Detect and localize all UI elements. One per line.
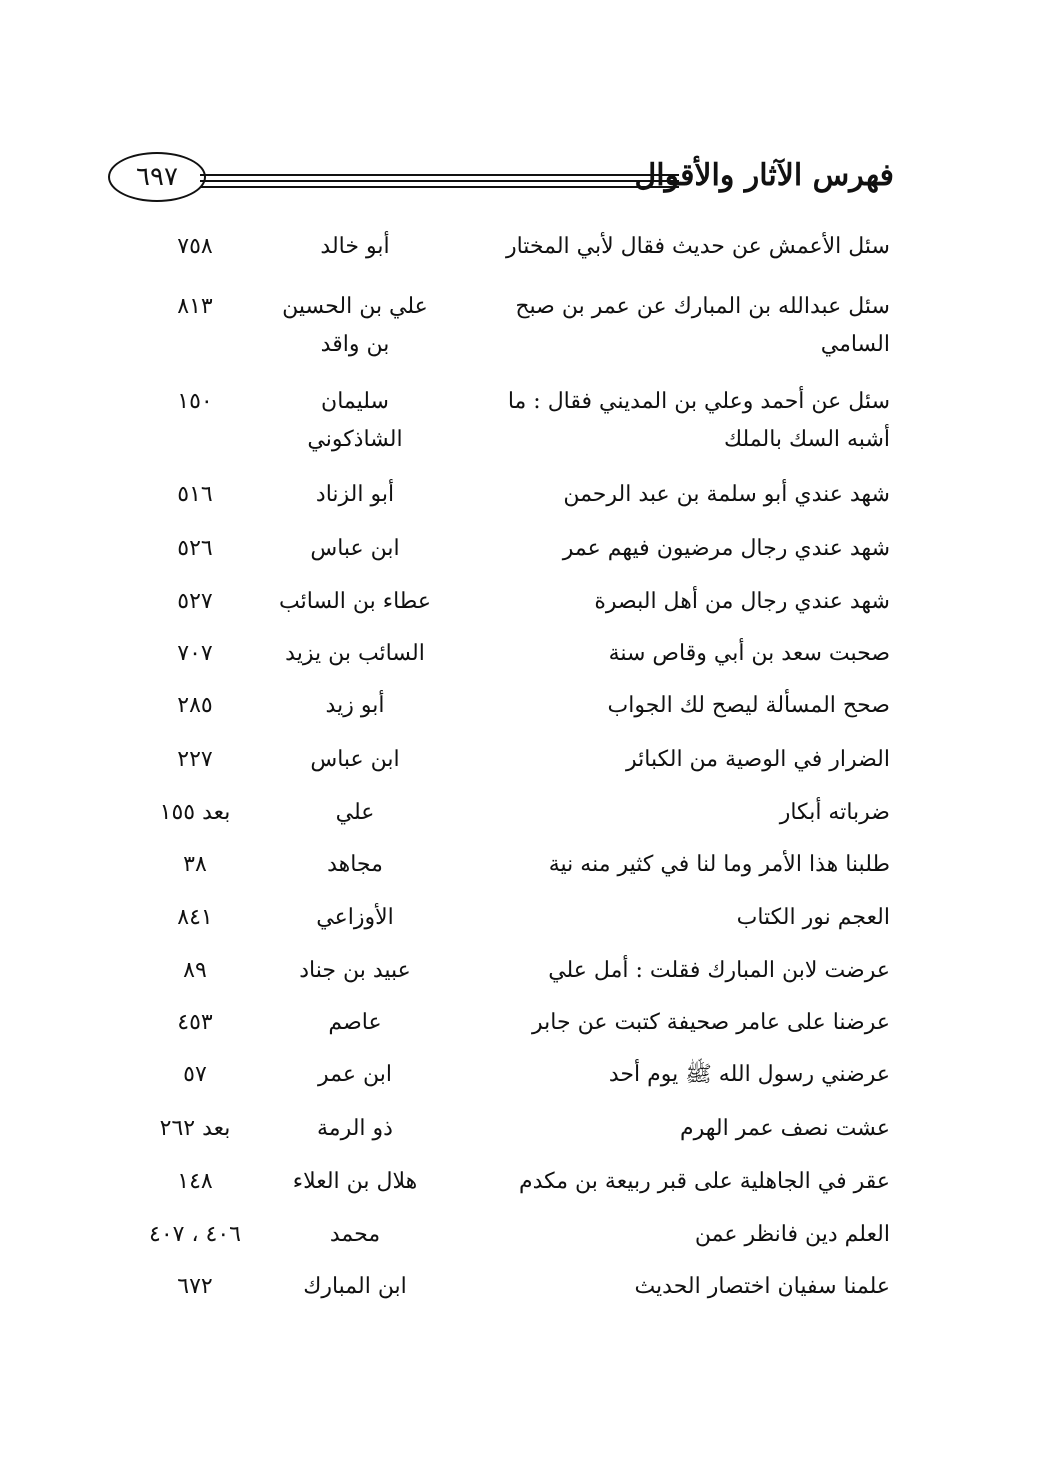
narrator-name: أبو خالد: [320, 234, 390, 259]
narrator-name: ذو الرمة: [317, 1116, 393, 1141]
page-reference: بعد ١٥٥: [159, 800, 231, 825]
narrator-name: ابن المبارك: [303, 1274, 407, 1299]
page-reference: ٧٠٧: [177, 641, 213, 666]
saying-text: العلم دين فانظر عمن: [694, 1222, 890, 1247]
narrator-name: عاصم: [328, 1010, 382, 1035]
narrator-name: علي: [335, 800, 375, 825]
narrator-name: الأوزاعي: [316, 905, 394, 930]
index-row: [0, 228, 1040, 268]
header-rule: [200, 174, 679, 176]
index-row: [0, 583, 1040, 623]
index-row: [0, 635, 1040, 675]
saying-text: الضرار في الوصية من الكبائر: [626, 747, 890, 772]
saying-text: شهد عندي رجال من أهل البصرة: [594, 589, 890, 614]
index-row: [0, 476, 1040, 516]
index-row: [0, 741, 1040, 781]
narrator-name: محمد: [329, 1222, 381, 1247]
index-row: [0, 383, 1040, 463]
index-row: [0, 846, 1040, 886]
saying-text: شهد عندي أبو سلمة بن عبد الرحمن: [563, 482, 890, 507]
page-reference: ٥١٦: [177, 482, 213, 507]
index-row: [0, 1110, 1040, 1150]
index-row: [0, 1056, 1040, 1096]
header-rule: [200, 186, 679, 188]
index-row: [0, 288, 1040, 368]
page-reference: بعد ٢٦٢: [159, 1116, 231, 1141]
page-reference: ٨٤١: [177, 905, 213, 930]
page-reference: ٢٨٥: [177, 693, 213, 718]
index-row: [0, 899, 1040, 939]
index-row: [0, 1268, 1040, 1308]
saying-text: طلبنا هذا الأمر وما لنا في كثير منه نية: [548, 852, 890, 877]
narrator-name: هلال بن العلاء: [292, 1169, 418, 1194]
saying-text: سئل عبدالله بن المبارك عن عمر بن صبح السامي: [515, 294, 890, 357]
saying-text: سئل عن أحمد وعلي بن المديني فقال : ما أشبه السك بالملك: [507, 389, 890, 452]
narrator-name: مجاهد: [327, 852, 383, 877]
saying-text: ضرباته أبكار: [779, 800, 890, 825]
narrator-name: السائب بن يزيد: [285, 641, 425, 666]
header-rule: [200, 180, 679, 182]
saying-text: صحبت سعد بن أبي وقاص سنة: [608, 641, 890, 666]
index-row: [0, 1163, 1040, 1203]
page-reference: ٦٧٢: [177, 1274, 213, 1299]
narrator-name: عبيد بن جناد: [299, 958, 411, 983]
narrator-name: عطاء بن السائب: [279, 589, 431, 614]
narrator-name: ابن عباس: [310, 747, 400, 772]
page-number: ٦٩٧: [108, 152, 206, 202]
page-reference: ٧٥٨: [177, 234, 213, 259]
saying-text: شهد عندي رجال مرضيون فيهم عمر: [562, 536, 890, 561]
index-row: [0, 952, 1040, 992]
saying-text: صحح المسألة ليصح لك الجواب: [607, 693, 890, 718]
page-reference: ٨٩: [183, 958, 207, 983]
index-row: [0, 1004, 1040, 1044]
page-reference: ٥٧: [183, 1062, 207, 1087]
narrator-name: علي بن الحسين بن واقد: [282, 294, 428, 357]
saying-text: علمنا سفيان اختصار الحديث: [634, 1274, 890, 1299]
page-reference: ٤٠٦ ، ٤٠٧: [149, 1222, 241, 1247]
page-reference: ٥٢٧: [177, 589, 213, 614]
narrator-name: ابن عباس: [310, 536, 400, 561]
saying-text: عشت نصف عمر الهرم: [679, 1116, 890, 1141]
index-row: [0, 1216, 1040, 1256]
page-reference: ٣٨: [183, 852, 207, 877]
narrator-name: أبو الزناد: [315, 482, 395, 507]
index-row: [0, 687, 1040, 727]
page-reference: ١٤٨: [177, 1169, 213, 1194]
page-reference: ٢٢٧: [177, 747, 213, 772]
saying-text: سئل الأعمش عن حديث فقال لأبي المختار: [505, 234, 890, 259]
index-row: [0, 794, 1040, 834]
page-header: [108, 148, 904, 208]
saying-text: عرضني رسول الله ﷺ يوم أحد: [608, 1062, 890, 1087]
narrator-name: سليمان الشاذكوني: [307, 389, 403, 452]
saying-text: عقر في الجاهلية على قبر ربيعة بن مكدم: [518, 1169, 890, 1194]
page-reference: ٥٢٦: [177, 536, 213, 561]
saying-text: عرضنا على عامر صحيفة كتبت عن جابر: [532, 1010, 890, 1035]
page-reference: ٨١٣: [177, 294, 213, 319]
index-row: [0, 530, 1040, 570]
page-reference: ٤٥٣: [177, 1010, 213, 1035]
saying-text: العجم نور الكتاب: [736, 905, 890, 930]
narrator-name: ابن عمر: [318, 1062, 392, 1087]
page-reference: ١٥٠: [177, 389, 213, 414]
index-title: فهرس الآثار والأقوال: [634, 158, 894, 193]
saying-text: عرضت لابن المبارك فقلت : أمل علي: [548, 958, 890, 983]
narrator-name: أبو زيد: [325, 693, 385, 718]
